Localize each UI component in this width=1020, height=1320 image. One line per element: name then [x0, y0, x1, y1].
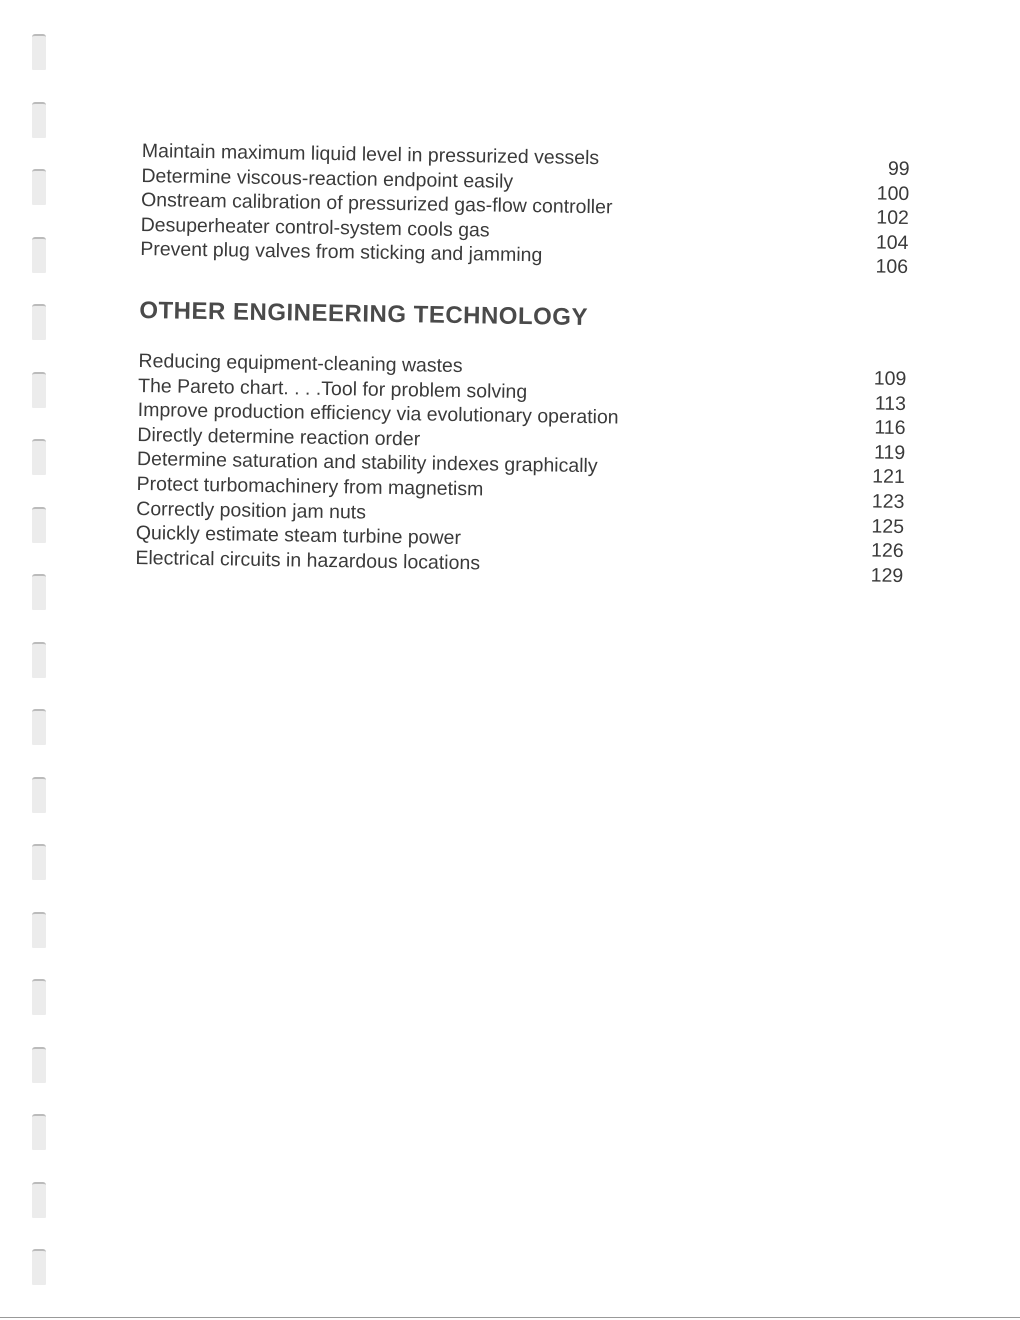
entry-page: 113	[874, 392, 907, 415]
toc-list-section	[135, 349, 908, 587]
binding-hole	[32, 507, 46, 543]
entry-page: 126	[870, 539, 904, 563]
entry-title: Determine saturation and stability indexes graphically	[136, 448, 598, 478]
entry-title: Electrical circuits in hazardous locations	[135, 546, 481, 575]
entry-page: 100	[876, 182, 910, 205]
binding-hole	[32, 574, 46, 610]
binding-hole	[32, 1047, 46, 1083]
entry-title: The Pareto chart. . . .Tool for problem solving	[137, 374, 528, 403]
entry-title: Directly determine reaction order	[137, 423, 421, 451]
entry-page: 129	[870, 564, 904, 587]
entry-page: 104	[875, 231, 909, 254]
binding-hole	[32, 1249, 46, 1285]
entry-title: Protect turbomachinery from magnetism	[136, 472, 484, 501]
binding-hole	[32, 642, 46, 678]
entry-title: Correctly position jam nuts	[136, 497, 367, 524]
binding-hole	[32, 102, 46, 138]
binding-holes	[32, 0, 52, 1320]
binding-hole	[32, 237, 46, 273]
section-title: OTHER ENGINEERING TECHNOLOGY	[139, 296, 589, 331]
entry-title: Determine viscous-reaction endpoint easily	[141, 164, 514, 193]
entry-title: Maintain maximum liquid level in pressurized vessels	[141, 140, 600, 170]
binding-hole	[32, 912, 46, 948]
entry-title: Onstream calibration of pressurized gas-flow controller	[140, 189, 613, 219]
binding-hole	[32, 34, 46, 70]
entry-page: 121	[872, 465, 905, 489]
binding-hole	[32, 709, 46, 745]
entry-title: Quickly estimate steam turbine power	[135, 522, 462, 550]
binding-hole	[32, 169, 46, 205]
entry-page: 106	[875, 255, 909, 279]
entry-title: Reducing equipment-cleaning wastes	[138, 349, 463, 378]
binding-hole	[32, 1182, 46, 1218]
entry-page: 109	[873, 367, 907, 391]
entry-page: 102	[876, 206, 910, 230]
entry-page: 123	[871, 490, 905, 513]
page-edge	[0, 1317, 1020, 1318]
binding-hole	[32, 304, 46, 340]
entry-page: 119	[873, 441, 906, 464]
entry-page: 116	[874, 416, 906, 440]
entry-title: Prevent plug valves from sticking and jamming	[140, 238, 543, 267]
binding-hole	[32, 777, 46, 813]
entry-title: Desuperheater control-system cools gas	[140, 213, 490, 242]
binding-hole	[32, 1114, 46, 1150]
binding-hole	[32, 979, 46, 1015]
binding-hole	[32, 439, 46, 475]
binding-hole	[32, 844, 46, 880]
entry-page: 99	[887, 157, 910, 181]
entry-title: Improve production efficiency via evolutionary operation	[137, 399, 619, 429]
binding-hole	[32, 372, 46, 408]
entry-page: 125	[871, 515, 905, 538]
toc-list-top	[140, 140, 912, 279]
table-of-contents	[135, 140, 912, 587]
